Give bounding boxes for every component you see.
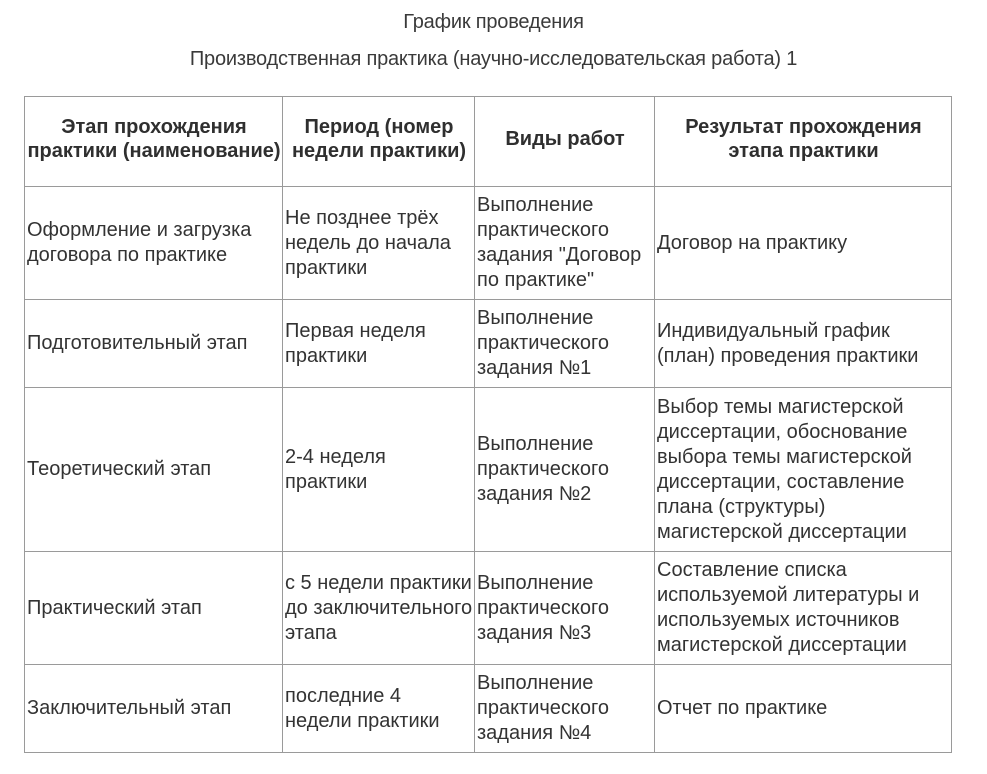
cell-work: Выполнение практического задания №4 — [475, 665, 655, 753]
table-row — [25, 300, 952, 388]
cell-stage: Подготовительный этап — [25, 300, 283, 388]
table-row — [25, 388, 952, 552]
cell-result: Составление списка используемой литературы и используемых источников магистерской диссертации — [655, 552, 952, 665]
cell-work: Выполнение практического задания "Договор по практике" — [475, 187, 655, 300]
cell-result: Договор на практику — [655, 187, 952, 300]
cell-period: Первая неделя практики — [283, 300, 475, 388]
column-header-stage: Этап прохождения практики (наименование) — [25, 97, 283, 187]
cell-result: Индивидуальный график (план) проведения практики — [655, 300, 952, 388]
cell-work: Выполнение практического задания №1 — [475, 300, 655, 388]
cell-period: с 5 недели практики до заключительного этапа — [283, 552, 475, 665]
cell-result: Отчет по практике — [655, 665, 952, 753]
page-subtitle: Производственная практика (научно-исследовательская работа) 1 — [189, 48, 798, 70]
table-row — [25, 552, 952, 665]
cell-stage: Практический этап — [25, 552, 283, 665]
table-row — [25, 665, 952, 753]
column-header-result: Результат прохождения этапа практики — [655, 97, 952, 187]
cell-result: Выбор темы магистерской диссертации, обоснование выбора темы магистерской диссертации, составление плана (структуры) магистерской диссертации — [655, 388, 952, 552]
cell-period: последние 4 недели практики — [283, 665, 475, 753]
cell-work: Выполнение практического задания №3 — [475, 552, 655, 665]
table-row — [25, 187, 952, 300]
page-title: График проведения — [403, 11, 584, 33]
cell-work: Выполнение практического задания №2 — [475, 388, 655, 552]
cell-stage: Заключительный этап — [25, 665, 283, 753]
cell-period: 2-4 неделя практики — [283, 388, 475, 552]
cell-stage: Теоретический этап — [25, 388, 283, 552]
column-header-period: Период (номер недели практики) — [283, 97, 475, 187]
table-header-row — [25, 97, 952, 187]
cell-stage: Оформление и загрузка договора по практике — [25, 187, 283, 300]
column-header-work: Виды работ — [475, 97, 655, 187]
schedule-table — [24, 96, 952, 753]
cell-period: Не позднее трёх недель до начала практики — [283, 187, 475, 300]
